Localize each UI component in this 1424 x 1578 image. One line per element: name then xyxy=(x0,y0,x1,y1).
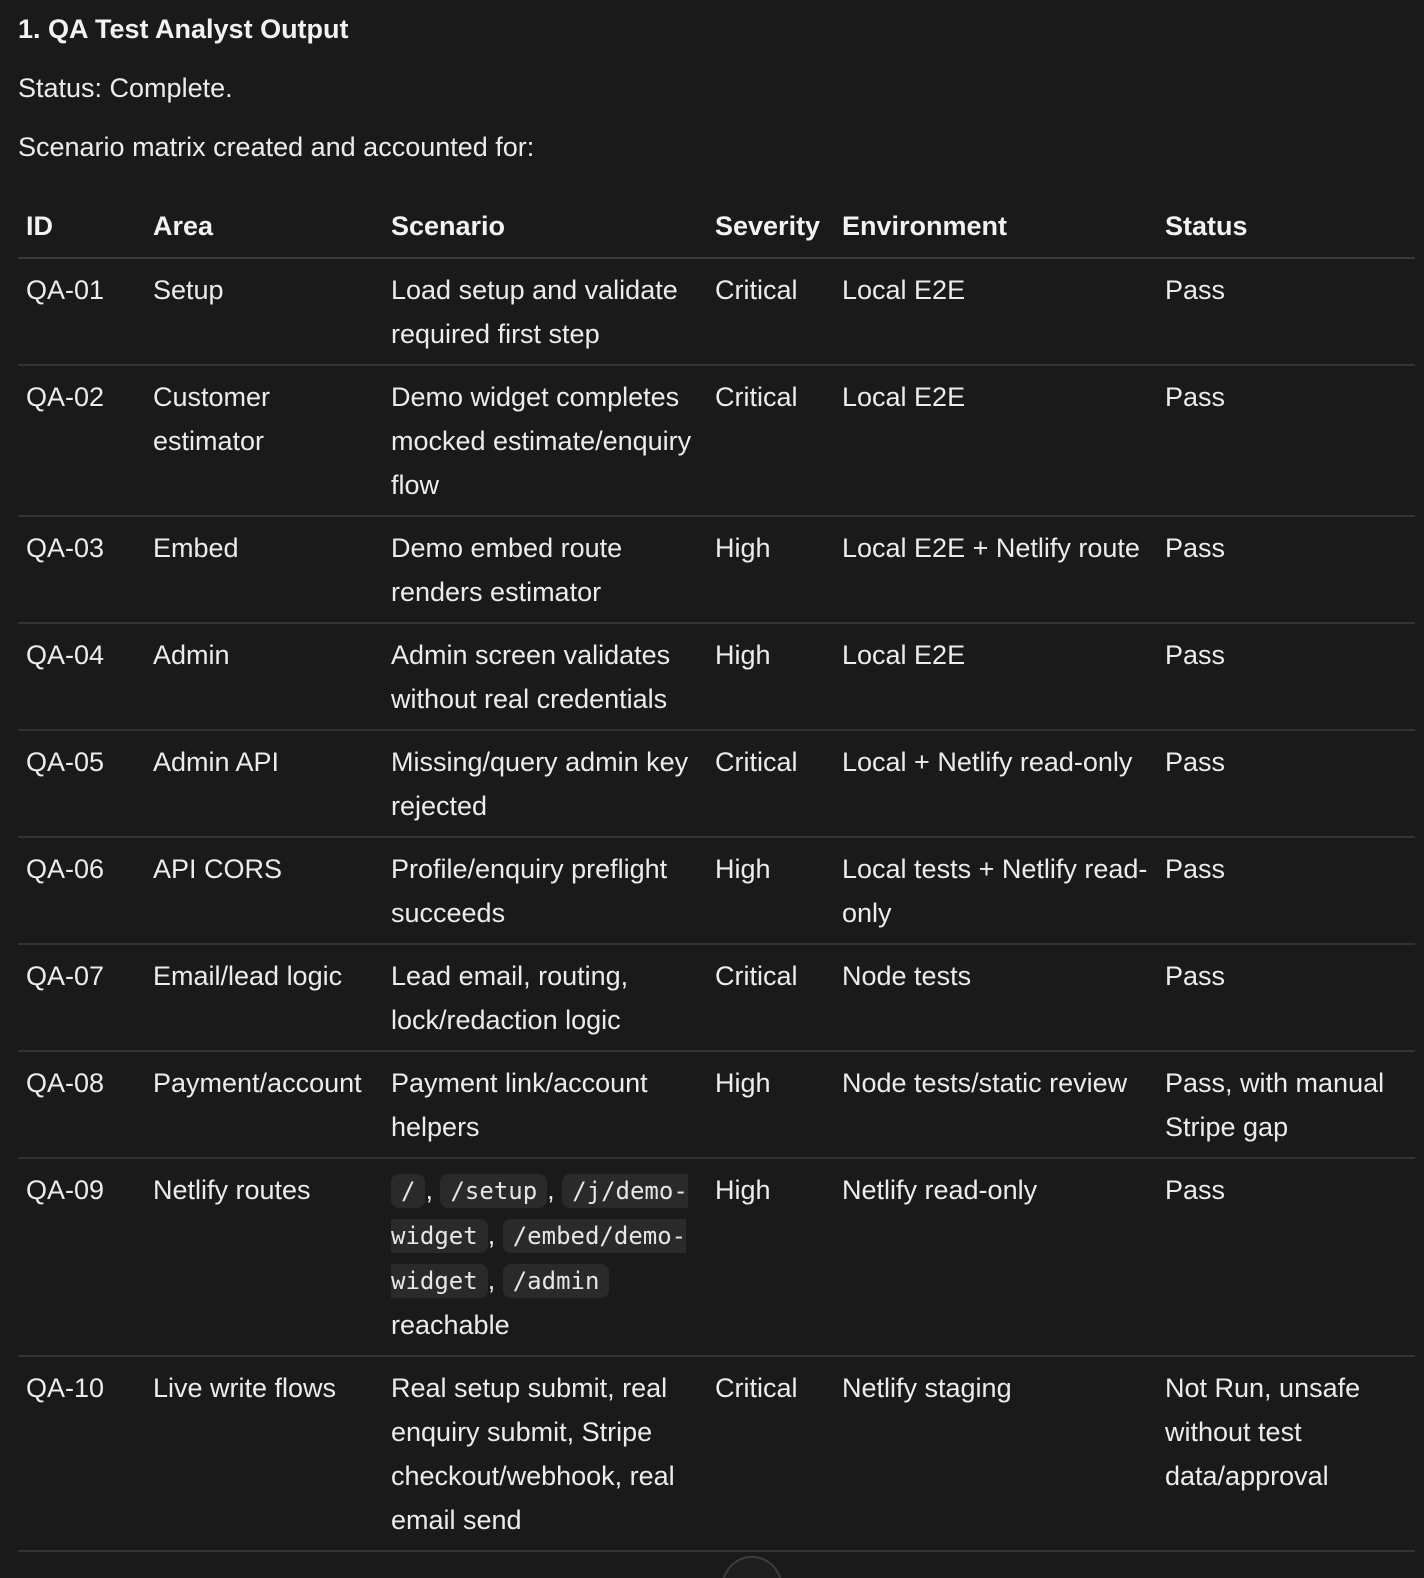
document xyxy=(18,0,1415,1552)
table-row xyxy=(18,944,1415,1051)
cell-id: QA-01 xyxy=(18,258,145,365)
cell-severity: High xyxy=(707,623,834,730)
status-line: Status: Complete. xyxy=(18,73,233,103)
section-heading: 1. QA Test Analyst Output xyxy=(18,14,349,44)
cell-environment: Node tests xyxy=(834,944,1157,1051)
cell-status: Pass xyxy=(1157,837,1415,944)
cell-severity: High xyxy=(707,837,834,944)
cell-environment: Local E2E xyxy=(834,365,1157,516)
scroll-down-button[interactable] xyxy=(722,1556,782,1578)
cell-scenario: Missing/query admin key rejected xyxy=(383,730,707,837)
cell-severity: Critical xyxy=(707,258,834,365)
cell-status: Pass xyxy=(1157,944,1415,1051)
cell-scenario: / , /setup , /j/demo-widget , /embed/demo-widget , /admin reachable xyxy=(383,1158,707,1356)
column-header-severity: Severity xyxy=(707,194,834,258)
cell-scenario: Admin screen validates without real credentials xyxy=(383,623,707,730)
cell-scenario: Demo embed route renders estimator xyxy=(383,516,707,623)
column-header-scenario: Scenario xyxy=(383,194,707,258)
cell-scenario: Payment link/account helpers xyxy=(383,1051,707,1158)
cell-status: Pass xyxy=(1157,516,1415,623)
scenario-tail-text: reachable xyxy=(391,1310,510,1340)
cell-scenario: Demo widget completes mocked estimate/enquiry flow xyxy=(383,365,707,516)
cell-scenario: Lead email, routing, lock/redaction logic xyxy=(383,944,707,1051)
table-row xyxy=(18,837,1415,944)
column-header-area: Area xyxy=(145,194,383,258)
scenario-matrix-table xyxy=(18,194,1415,1552)
column-header-id: ID xyxy=(18,194,145,258)
cell-id: QA-06 xyxy=(18,837,145,944)
cell-severity: High xyxy=(707,1158,834,1356)
table-row xyxy=(18,365,1415,516)
table-row xyxy=(18,1158,1415,1356)
cell-area: Netlify routes xyxy=(145,1158,383,1356)
cell-id: QA-07 xyxy=(18,944,145,1051)
cell-environment: Local tests + Netlify read-only xyxy=(834,837,1157,944)
cell-environment: Local E2E + Netlify route xyxy=(834,516,1157,623)
cell-severity: Critical xyxy=(707,944,834,1051)
cell-id: QA-08 xyxy=(18,1051,145,1158)
table-row xyxy=(18,516,1415,623)
cell-id: QA-03 xyxy=(18,516,145,623)
cell-status: Pass xyxy=(1157,730,1415,837)
cell-status: Pass xyxy=(1157,623,1415,730)
route-path-code: /setup xyxy=(440,1174,547,1208)
cell-scenario: Profile/enquiry preflight succeeds xyxy=(383,837,707,944)
cell-severity: Critical xyxy=(707,365,834,516)
cell-environment: Netlify read-only xyxy=(834,1158,1157,1356)
cell-area: Admin API xyxy=(145,730,383,837)
cell-area: Live write flows xyxy=(145,1356,383,1551)
cell-area: Payment/account xyxy=(145,1051,383,1158)
route-path-code: /j/demo-widget xyxy=(391,1174,688,1253)
cell-status: Pass xyxy=(1157,365,1415,516)
table-row xyxy=(18,623,1415,730)
cell-severity: Critical xyxy=(707,1356,834,1551)
cell-area: Customer estimator xyxy=(145,365,383,516)
cell-id: QA-04 xyxy=(18,623,145,730)
cell-status: Pass xyxy=(1157,1158,1415,1356)
table-row xyxy=(18,258,1415,365)
cell-area: Admin xyxy=(145,623,383,730)
cell-environment: Local E2E xyxy=(834,258,1157,365)
route-path-code: /embed/demo-widget xyxy=(391,1219,686,1298)
cell-id: QA-02 xyxy=(18,365,145,516)
column-header-status: Status xyxy=(1157,194,1415,258)
cell-scenario: Load setup and validate required first step xyxy=(383,258,707,365)
table-header-row xyxy=(18,194,1415,258)
cell-area: Email/lead logic xyxy=(145,944,383,1051)
cell-id: QA-05 xyxy=(18,730,145,837)
table-row xyxy=(18,730,1415,837)
cell-area: Embed xyxy=(145,516,383,623)
cell-area: API CORS xyxy=(145,837,383,944)
cell-id: QA-09 xyxy=(18,1158,145,1356)
cell-scenario: Real setup submit, real enquiry submit, Stripe checkout/webhook, real email send xyxy=(383,1356,707,1551)
cell-area: Setup xyxy=(145,258,383,365)
table-row xyxy=(18,1356,1415,1551)
cell-severity: High xyxy=(707,516,834,623)
route-path-code: /admin xyxy=(503,1264,610,1298)
route-path-code: / xyxy=(391,1174,425,1208)
intro-text: Scenario matrix created and accounted for: xyxy=(18,132,535,162)
cell-status: Not Run, unsafe without test data/approval xyxy=(1157,1356,1415,1551)
cell-id: QA-10 xyxy=(18,1356,145,1551)
cell-severity: Critical xyxy=(707,730,834,837)
cell-status: Pass, with manual Stripe gap xyxy=(1157,1051,1415,1158)
cell-environment: Node tests/static review xyxy=(834,1051,1157,1158)
column-header-environment: Environment xyxy=(834,194,1157,258)
table-row xyxy=(18,1051,1415,1158)
cell-status: Pass xyxy=(1157,258,1415,365)
cell-severity: High xyxy=(707,1051,834,1158)
cell-environment: Netlify staging xyxy=(834,1356,1157,1551)
cell-environment: Local E2E xyxy=(834,623,1157,730)
cell-environment: Local + Netlify read-only xyxy=(834,730,1157,837)
